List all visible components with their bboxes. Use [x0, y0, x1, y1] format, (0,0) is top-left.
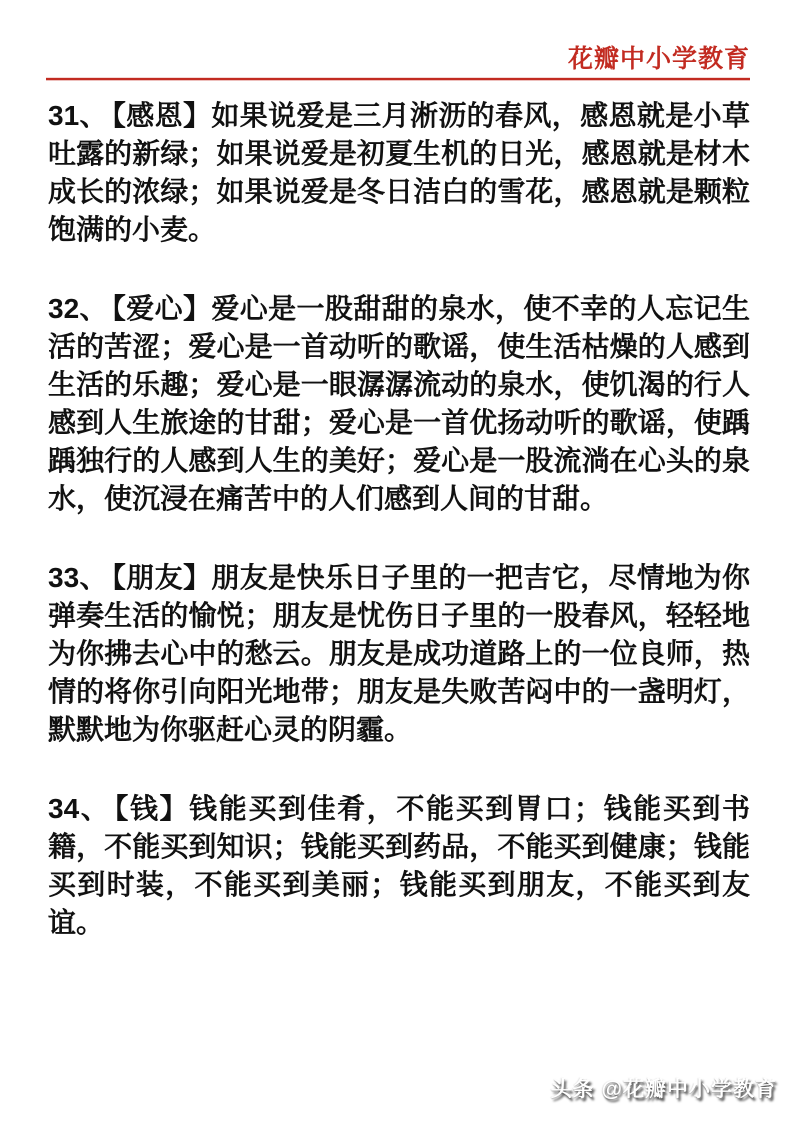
brand-text: 花瓣中小学教育	[567, 46, 750, 73]
entry-text: 爱心是一股甜甜的泉水，使不幸的人忘记生活的苦涩；爱心是一首动听的歌谣，使生活枯燥的人感到生活的乐趣；爱心是一眼潺潺流动的泉水，使饥渴的行人感到人生旅途的甘甜；爱心是一首优扬动听的歌谣，使踽踽独行的人感到人生的美好；爱心是一股流淌在心头的泉水，使沉浸在痛苦中的人们感到人间的甘甜。	[48, 293, 750, 514]
header-divider-line	[46, 78, 750, 80]
entry-paragraph-34	[48, 790, 750, 942]
entry-text: 朋友是快乐日子里的一把吉它，尽情地为你弹奏生活的愉悦；朋友是忧伤日子里的一股春风，轻轻地为你拂去心中的愁云。朋友是成功道路上的一位良师，热情的将你引向阳光地带；朋友是失败苦闷中的一盏明灯，默默地为你驱赶心灵的阴霾。	[48, 562, 750, 745]
page-header	[46, 0, 750, 80]
watermark-text: 头条 @花瓣中小学教育	[550, 1078, 777, 1101]
entry-topic: 【朋友】	[111, 562, 212, 593]
entry-text: 钱能买到佳肴，不能买到胃口；钱能买到书籍，不能买到知识；钱能买到药品，不能买到健康；钱能买到时装，不能买到美丽；钱能买到朋友，不能买到友谊。	[48, 793, 750, 938]
entry-number: 32、	[48, 293, 108, 324]
entry-paragraph-31	[48, 97, 750, 249]
entry-topic: 【钱】	[114, 793, 190, 824]
entry-text: 如果说爱是三月淅沥的春风，感恩就是小草吐露的新绿；如果说爱是初夏生机的日光，感恩就是材木成长的浓绿；如果说爱是冬日洁白的雪花，感恩就是颗粒饱满的小麦。	[48, 100, 750, 245]
entry-number: 33、	[48, 562, 108, 593]
entry-topic: 【感恩】	[111, 100, 212, 131]
entry-paragraph-33	[48, 559, 750, 749]
content-area	[48, 97, 750, 942]
entry-number: 34、	[48, 793, 111, 824]
entry-paragraph-32	[48, 290, 750, 518]
entry-topic: 【爱心】	[111, 293, 212, 324]
entry-number: 31、	[48, 100, 108, 131]
